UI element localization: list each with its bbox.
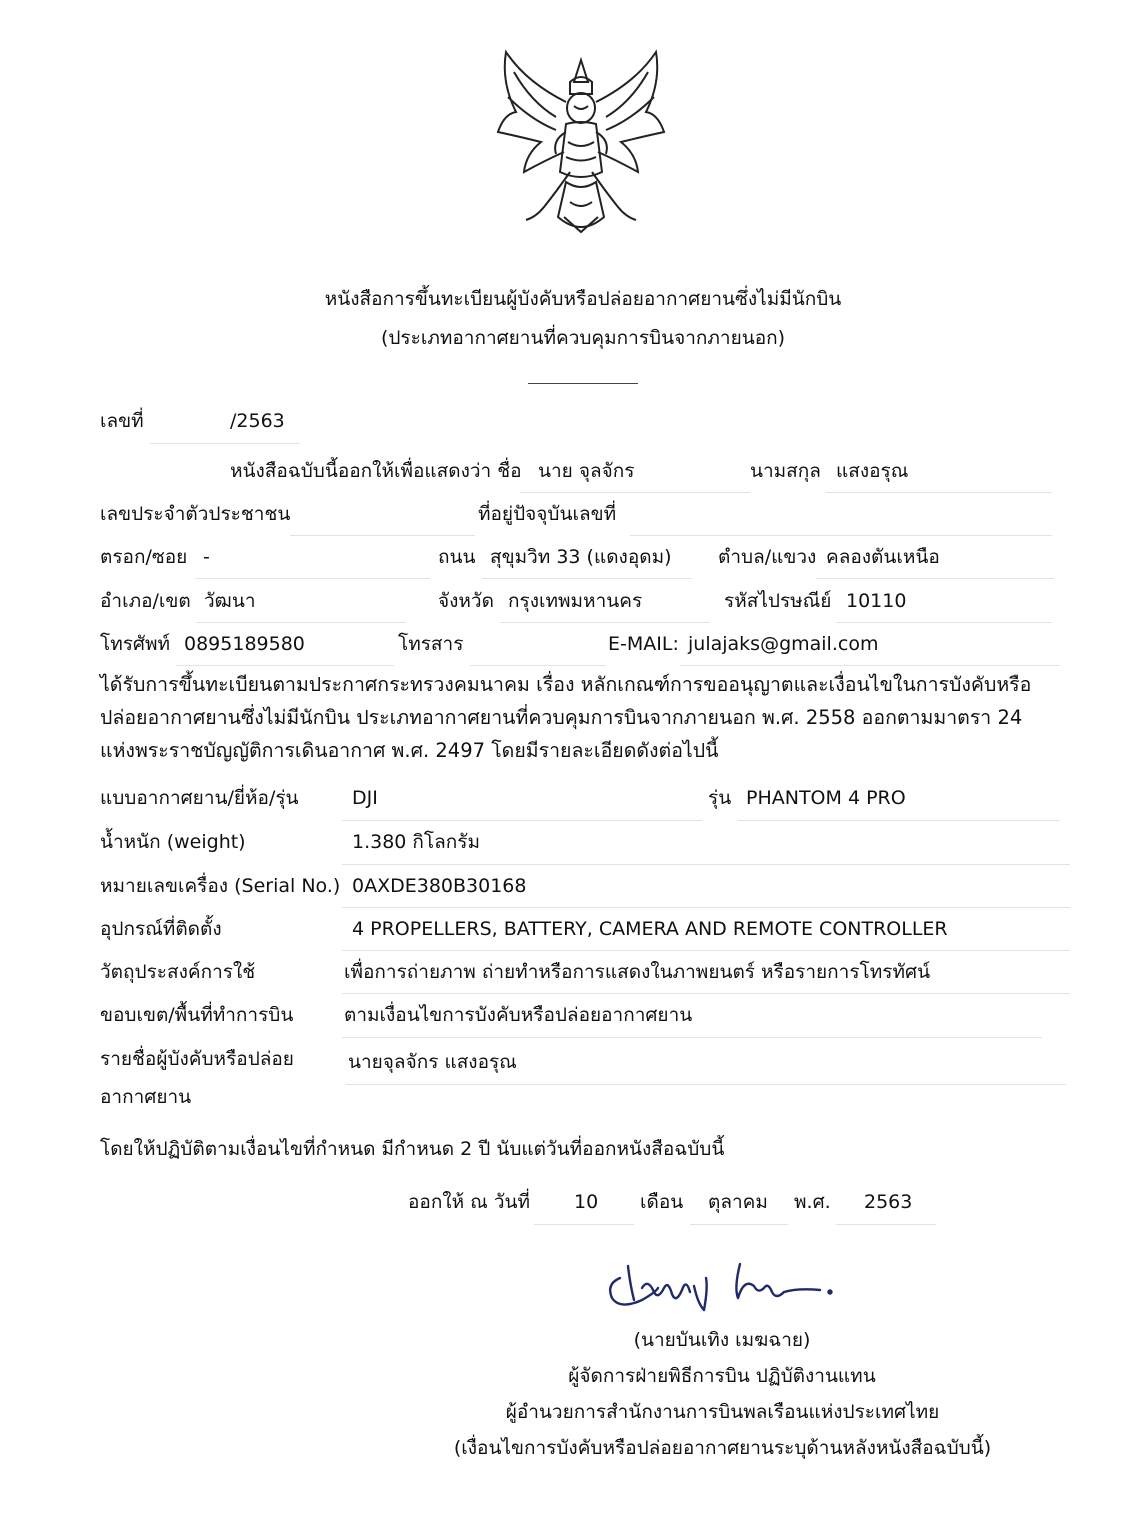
soi-label: ตรอก/ซอย xyxy=(100,546,188,568)
paragraph-line-1: ได้รับการขึ้นทะเบียนตามประกาศกระทรวงคมนาคม เรื่อง หลักเกณฑ์การขออนุญาตและเงื่อนไขในการบังคับหรือ xyxy=(100,673,1032,696)
conditions-note: (เงื่อนไขการบังคับหรือปล่อยอากาศยานระบุด้านหลังหนังสือฉบับนี้) xyxy=(453,1437,992,1459)
model-value: PHANTOM 4 PRO xyxy=(746,787,906,809)
operator-label-1: รายชื่อผู้บังคับหรือปล่อย xyxy=(100,1048,294,1070)
doc-no-label: เลขที่ xyxy=(100,410,144,432)
area-value: ตามเงื่อนไขการบังคับหรือปล่อยอากาศยาน xyxy=(344,1004,693,1026)
model-line xyxy=(738,820,1060,821)
province-value: กรุงเทพมหานคร xyxy=(508,590,643,612)
operator-line xyxy=(346,1084,1066,1085)
document-title: หนังสือการขึ้นทะเบียนผู้บังคับหรือปล่อยอากาศยานซึ่งไม่มีนักบิน xyxy=(324,288,842,310)
issue-month: ตุลาคม xyxy=(708,1191,768,1213)
brand-label: แบบอากาศยาน/ยี่ห้อ/รุ่น xyxy=(100,787,299,809)
purpose-line xyxy=(342,993,1070,994)
title-divider xyxy=(528,383,638,384)
equipment-line xyxy=(342,950,1070,951)
area-line xyxy=(342,1037,1042,1038)
road-value: สุขุมวิท 33 (แดงอุดม) xyxy=(490,546,672,568)
district-value: วัฒนา xyxy=(204,590,256,612)
surname-label: นามสกุล xyxy=(750,460,821,482)
address-label: ที่อยู่ปัจจุบันเลขที่ xyxy=(478,503,617,525)
issue-day-line xyxy=(534,1224,634,1225)
email-value: julajaks@gmail.com xyxy=(688,633,879,655)
serial-line xyxy=(342,907,1070,908)
issue-year: 2563 xyxy=(864,1191,913,1213)
subdistrict-line xyxy=(816,578,1054,579)
document-subtitle: (ประเภทอากาศยานที่ควบคุมการบินจากภายนอก) xyxy=(380,327,786,349)
province-label: จังหวัด xyxy=(438,590,494,612)
holder-name: นาย จุลจักร xyxy=(538,460,635,482)
issue-month-line xyxy=(690,1224,788,1225)
equipment-value: 4 PROPELLERS, BATTERY, CAMERA AND REMOTE CONTROLLER xyxy=(352,918,948,940)
holder-name-line xyxy=(520,492,750,493)
doc-no-line xyxy=(150,443,300,444)
weight-line xyxy=(342,864,1070,865)
postal-line xyxy=(836,622,1052,623)
postal-value: 10110 xyxy=(846,590,907,612)
serial-value: 0AXDE380B30168 xyxy=(352,875,527,897)
purpose-value: เพื่อการถ่ายภาพ ถ่ายทำหรือการแสดงในภาพยนตร์ หรือรายการโทรทัศน์ xyxy=(344,961,931,983)
phone-value: 0895189580 xyxy=(184,633,305,655)
issue-day: 10 xyxy=(574,1191,599,1213)
brand-line xyxy=(342,820,702,821)
email-label: E-MAIL: xyxy=(608,633,679,655)
subdistrict-value: คลองตันเหนือ xyxy=(826,546,940,568)
soi-line xyxy=(195,578,430,579)
garuda-emblem-icon xyxy=(486,42,676,242)
serial-label: หมายเลขเครื่อง (Serial No.) xyxy=(100,875,341,897)
area-label: ขอบเขต/พื้นที่ทำการบิน xyxy=(100,1004,294,1026)
phone-label: โทรศัพท์ xyxy=(100,633,171,655)
operator-label-2: อากาศยาน xyxy=(100,1086,192,1108)
operator-value: นายจุลจักร แสงอรุณ xyxy=(348,1051,517,1073)
surname-line xyxy=(826,492,1052,493)
doc-no-value: /2563 xyxy=(230,410,285,432)
signatory-position-1: ผู้จัดการฝ่ายพิธีการบิน ปฏิบัติงานแทน xyxy=(568,1365,876,1387)
brand-value: DJI xyxy=(352,787,378,809)
issue-month-label: เดือน xyxy=(640,1191,684,1213)
district-line xyxy=(196,622,406,623)
fax-label: โทรสาร xyxy=(398,633,464,655)
validity-text: โดยให้ปฏิบัติตามเงื่อนไขที่กำหนด มีกำหนด 2 ปี นับแต่วันที่ออกหนังสือฉบับนี้ xyxy=(100,1138,725,1160)
weight-value: 1.380 กิโลกรัม xyxy=(352,831,481,853)
signatory-position-2: ผู้อำนวยการสำนักงานการบินพลเรือนแห่งประเทศไทย xyxy=(505,1401,940,1423)
fax-line xyxy=(470,665,606,666)
issue-year-line xyxy=(836,1224,936,1225)
phone-line xyxy=(176,665,394,666)
signatory-name: (นายบันเทิง เมฆฉาย) xyxy=(633,1329,811,1351)
model-label: รุ่น xyxy=(708,787,732,809)
subdistrict-label: ตำบล/แขวง xyxy=(718,546,817,568)
issue-label: ออกให้ ณ วันที่ xyxy=(408,1191,531,1213)
postal-label: รหัสไปรษณีย์ xyxy=(724,590,832,612)
holder-surname: แสงอรุณ xyxy=(836,460,909,482)
soi-value: - xyxy=(203,546,210,568)
province-line xyxy=(500,622,710,623)
issue-year-label: พ.ศ. xyxy=(794,1191,831,1213)
equipment-label: อุปกรณ์ที่ติดตั้ง xyxy=(100,918,222,940)
id-line xyxy=(290,535,475,536)
road-line xyxy=(482,578,692,579)
address-line xyxy=(630,535,1052,536)
holder-intro: หนังสือฉบับนี้ออกให้เพื่อแสดงว่า ชื่อ xyxy=(230,460,522,482)
id-label: เลขประจำตัวประชาชน xyxy=(100,503,291,525)
email-line xyxy=(680,665,1060,666)
road-label: ถนน xyxy=(438,546,476,568)
purpose-label: วัตถุประสงค์การใช้ xyxy=(100,961,256,983)
paragraph-line-2: ปล่อยอากาศยานซึ่งไม่มีนักบิน ประเภทอากาศยานที่ควบคุมการบินจากภายนอก พ.ศ. 2558 ออกตามมาตรา 24 xyxy=(100,706,1023,729)
handwritten-signature xyxy=(598,1248,838,1328)
district-label: อำเภอ/เขต xyxy=(100,590,191,612)
paragraph-line-3: แห่งพระราชบัญญัติการเดินอากาศ พ.ศ. 2497 โดยมีรายละเอียดดังต่อไปนี้ xyxy=(100,739,719,762)
weight-label: น้ำหนัก (weight) xyxy=(100,831,246,853)
